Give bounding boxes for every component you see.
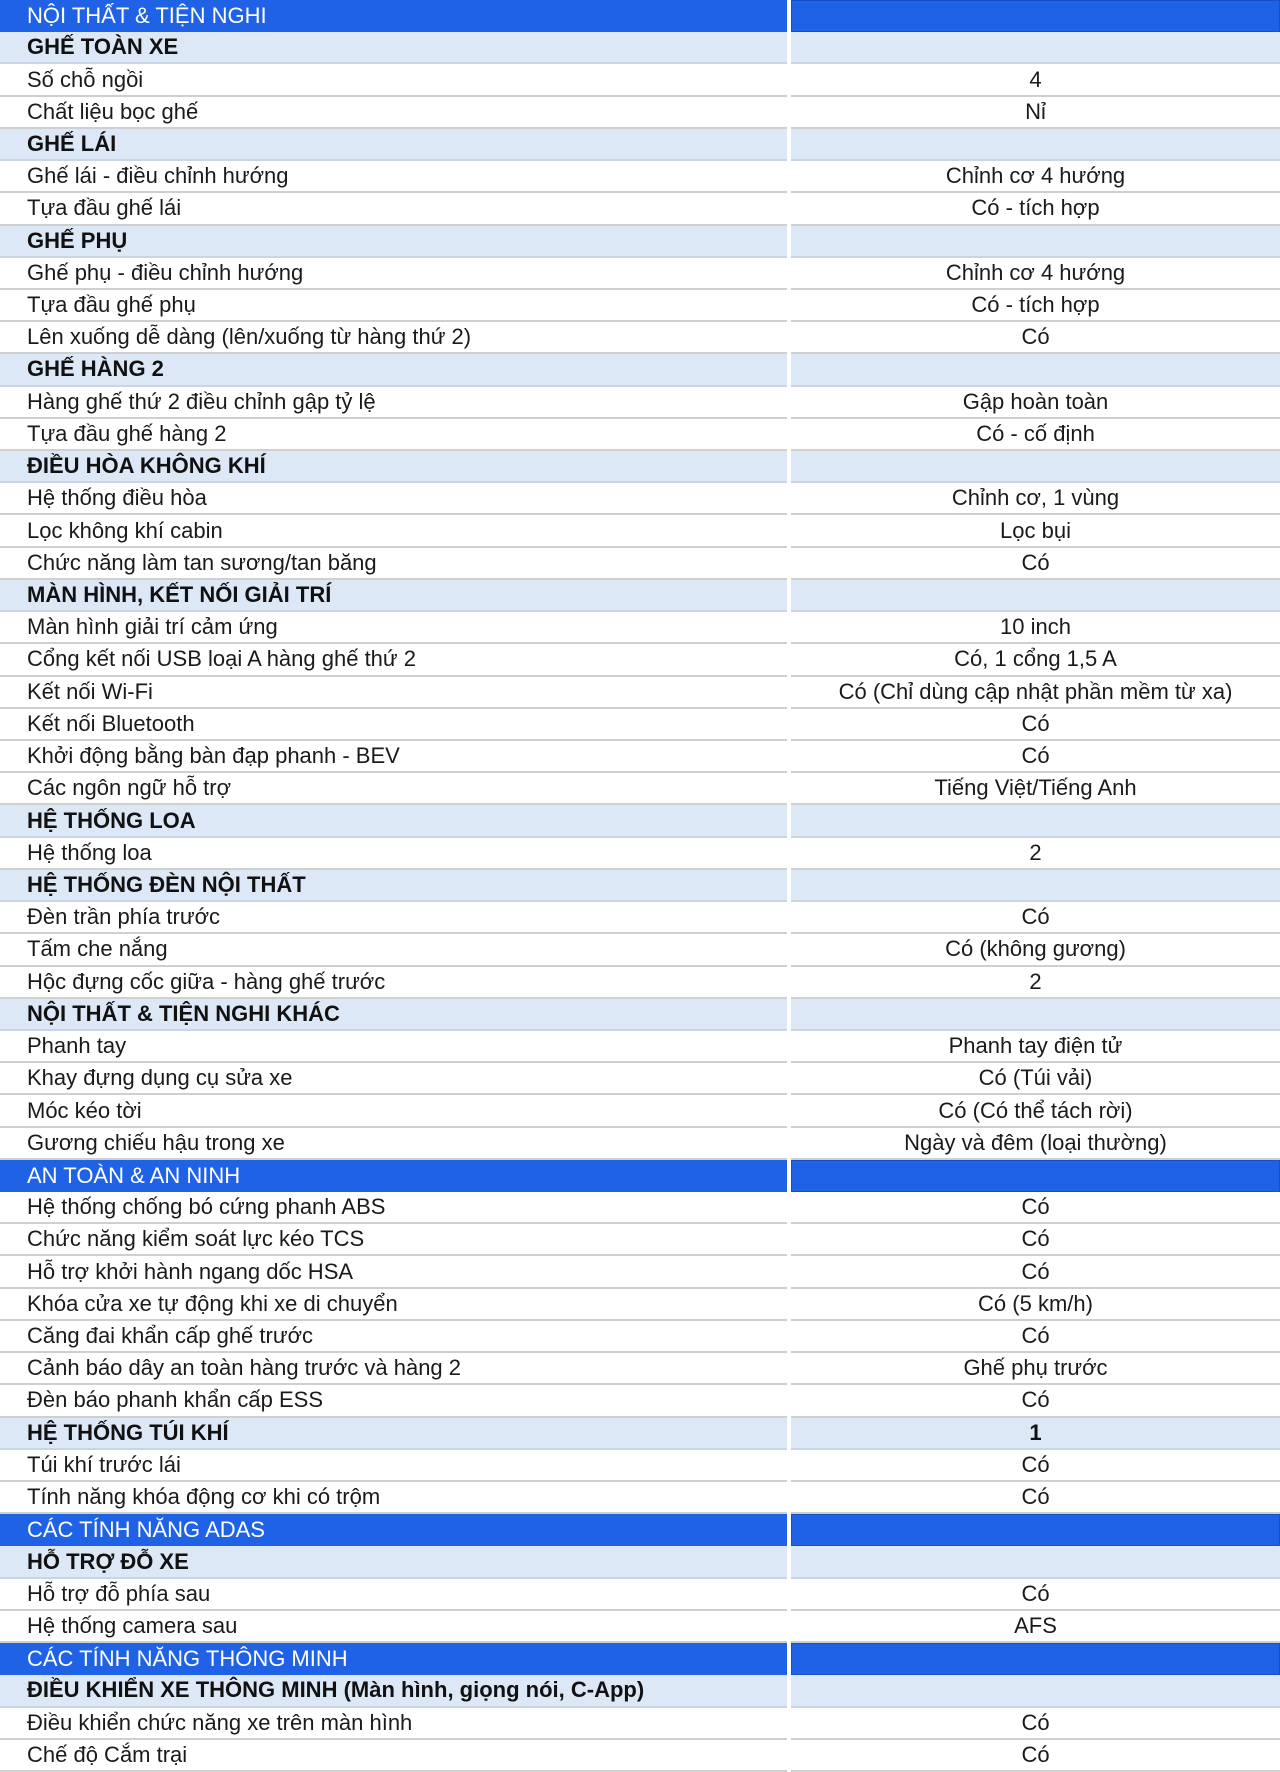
section-header-row bbox=[0, 1643, 1280, 1675]
subsection-header-row bbox=[0, 32, 1280, 64]
spec-row bbox=[0, 967, 1280, 999]
spec-row bbox=[0, 419, 1280, 451]
spec-label: Tấm che nắng bbox=[0, 934, 787, 966]
spec-value: Có - cố định bbox=[791, 419, 1280, 451]
spec-value bbox=[791, 0, 1280, 32]
spec-value: 10 inch bbox=[791, 612, 1280, 644]
spec-label: Móc kéo tời bbox=[0, 1095, 787, 1127]
spec-value bbox=[791, 129, 1280, 161]
spec-row bbox=[0, 1289, 1280, 1321]
spec-row bbox=[0, 64, 1280, 96]
spec-label: Túi khí trước lái bbox=[0, 1450, 787, 1482]
section-header-row bbox=[0, 1160, 1280, 1192]
spec-value bbox=[791, 870, 1280, 902]
spec-value: Chỉnh cơ 4 hướng bbox=[791, 161, 1280, 193]
spec-label: Phanh tay bbox=[0, 1031, 787, 1063]
spec-row bbox=[0, 934, 1280, 966]
spec-row bbox=[0, 1192, 1280, 1224]
spec-row bbox=[0, 1579, 1280, 1611]
header-label: GHẾ HÀNG 2 bbox=[0, 354, 787, 386]
spec-label: Hệ thống chống bó cứng phanh ABS bbox=[0, 1192, 787, 1224]
spec-label: Căng đai khẩn cấp ghế trước bbox=[0, 1321, 787, 1353]
spec-row bbox=[0, 644, 1280, 676]
spec-label: Chức năng làm tan sương/tan băng bbox=[0, 548, 787, 580]
header-label: GHẾ PHỤ bbox=[0, 226, 787, 258]
spec-row bbox=[0, 1708, 1280, 1740]
spec-value bbox=[791, 32, 1280, 64]
header-label: NỘI THẤT & TIỆN NGHI KHÁC bbox=[0, 999, 787, 1031]
spec-value: 4 bbox=[791, 64, 1280, 96]
spec-label: Hệ thống loa bbox=[0, 838, 787, 870]
spec-row bbox=[0, 773, 1280, 805]
section-header-row bbox=[0, 1514, 1280, 1546]
spec-label: Gương chiếu hậu trong xe bbox=[0, 1128, 787, 1160]
spec-row bbox=[0, 1482, 1280, 1514]
spec-label: Hỗ trợ đỗ phía sau bbox=[0, 1579, 787, 1611]
spec-label: Lọc không khí cabin bbox=[0, 515, 787, 547]
spec-row bbox=[0, 483, 1280, 515]
header-label: NỘI THẤT & TIỆN NGHI bbox=[0, 0, 787, 32]
spec-label: Kết nối Wi-Fi bbox=[0, 677, 787, 709]
spec-row bbox=[0, 677, 1280, 709]
spec-label: Chất liệu bọc ghế bbox=[0, 97, 787, 129]
spec-value: Có bbox=[791, 902, 1280, 934]
spec-value: Có bbox=[791, 1708, 1280, 1740]
subsection-header-row bbox=[0, 354, 1280, 386]
spec-label: Khởi động bằng bàn đạp phanh - BEV bbox=[0, 741, 787, 773]
spec-row bbox=[0, 1385, 1280, 1417]
spec-value: Có (Túi vải) bbox=[791, 1063, 1280, 1095]
spec-row bbox=[0, 515, 1280, 547]
spec-value: Có bbox=[791, 548, 1280, 580]
spec-row bbox=[0, 193, 1280, 225]
spec-label: Chế độ Cắm trại bbox=[0, 1740, 787, 1772]
header-label: HỆ THỐNG LOA bbox=[0, 805, 787, 837]
spec-value: 1 bbox=[791, 1418, 1280, 1450]
subsection-header-row bbox=[0, 1675, 1280, 1707]
spec-row bbox=[0, 1095, 1280, 1127]
spec-label: Hệ thống điều hòa bbox=[0, 483, 787, 515]
spec-value bbox=[791, 1675, 1280, 1707]
spec-value: Ghế phụ trước bbox=[791, 1353, 1280, 1385]
spec-row bbox=[0, 709, 1280, 741]
spec-value bbox=[791, 580, 1280, 612]
spec-value: 2 bbox=[791, 967, 1280, 999]
header-label: ĐIỀU KHIỂN XE THÔNG MINH (Màn hình, giọng nói, C-App) bbox=[0, 1675, 787, 1707]
spec-label: Hệ thống camera sau bbox=[0, 1611, 787, 1643]
spec-value: Có (5 km/h) bbox=[791, 1289, 1280, 1321]
spec-value: Có bbox=[791, 1385, 1280, 1417]
spec-label: Màn hình giải trí cảm ứng bbox=[0, 612, 787, 644]
spec-label: Đèn báo phanh khẩn cấp ESS bbox=[0, 1385, 787, 1417]
spec-row bbox=[0, 1031, 1280, 1063]
subsection-header-row bbox=[0, 1546, 1280, 1578]
spec-row bbox=[0, 741, 1280, 773]
spec-label: Tính năng khóa động cơ khi có trộm bbox=[0, 1482, 787, 1514]
spec-label: Cổng kết nối USB loại A hàng ghế thứ 2 bbox=[0, 644, 787, 676]
header-label: CÁC TÍNH NĂNG THÔNG MINH bbox=[0, 1643, 787, 1675]
spec-value bbox=[791, 354, 1280, 386]
spec-value: Gập hoàn toàn bbox=[791, 387, 1280, 419]
spec-value: AFS bbox=[791, 1611, 1280, 1643]
subsection-header-row bbox=[0, 999, 1280, 1031]
spec-value: Ngày và đêm (loại thường) bbox=[791, 1128, 1280, 1160]
spec-value: Có bbox=[791, 1224, 1280, 1256]
header-label: HỖ TRỢ ĐỖ XE bbox=[0, 1546, 787, 1578]
spec-row bbox=[0, 1321, 1280, 1353]
spec-value bbox=[791, 1514, 1280, 1546]
spec-value: Phanh tay điện tử bbox=[791, 1031, 1280, 1063]
spec-label: Hỗ trợ khởi hành ngang dốc HSA bbox=[0, 1257, 787, 1289]
spec-value: Có (không gương) bbox=[791, 934, 1280, 966]
spec-value: Có bbox=[791, 1450, 1280, 1482]
header-label: HỆ THỐNG ĐÈN NỘI THẤT bbox=[0, 870, 787, 902]
subsection-header-row bbox=[0, 580, 1280, 612]
spec-value bbox=[791, 451, 1280, 483]
spec-label: Số chỗ ngồi bbox=[0, 64, 787, 96]
spec-value: Lọc bụi bbox=[791, 515, 1280, 547]
spec-row bbox=[0, 838, 1280, 870]
spec-value: Chỉnh cơ 4 hướng bbox=[791, 258, 1280, 290]
subsection-header-row bbox=[0, 226, 1280, 258]
spec-row bbox=[0, 290, 1280, 322]
spec-row bbox=[0, 1224, 1280, 1256]
spec-value: Có bbox=[791, 1192, 1280, 1224]
spec-row bbox=[0, 1257, 1280, 1289]
spec-label: Tựa đầu ghế phụ bbox=[0, 290, 787, 322]
spec-row bbox=[0, 1128, 1280, 1160]
spec-value bbox=[791, 1160, 1280, 1192]
spec-value bbox=[791, 226, 1280, 258]
spec-value: Có (Có thể tách rời) bbox=[791, 1095, 1280, 1127]
spec-value: Có bbox=[791, 322, 1280, 354]
spec-value: Chỉnh cơ, 1 vùng bbox=[791, 483, 1280, 515]
spec-label: Khay đựng dụng cụ sửa xe bbox=[0, 1063, 787, 1095]
subsection-header-row bbox=[0, 870, 1280, 902]
header-label: GHẾ TOÀN XE bbox=[0, 32, 787, 64]
spec-label: Lên xuống dễ dàng (lên/xuống từ hàng thứ 2) bbox=[0, 322, 787, 354]
spec-value bbox=[791, 999, 1280, 1031]
spec-row bbox=[0, 548, 1280, 580]
spec-row bbox=[0, 902, 1280, 934]
subsection-header-row bbox=[0, 129, 1280, 161]
spec-value: Có bbox=[791, 1321, 1280, 1353]
spec-value: Có (Chỉ dùng cập nhật phần mềm từ xa) bbox=[791, 677, 1280, 709]
subsection-header-row bbox=[0, 1418, 1280, 1450]
spec-label: Kết nối Bluetooth bbox=[0, 709, 787, 741]
header-label: HỆ THỐNG TÚI KHÍ bbox=[0, 1418, 787, 1450]
spec-row bbox=[0, 161, 1280, 193]
spec-value: Có bbox=[791, 741, 1280, 773]
spec-label: Cảnh báo dây an toàn hàng trước và hàng 2 bbox=[0, 1353, 787, 1385]
spec-value: Có bbox=[791, 1257, 1280, 1289]
subsection-header-row bbox=[0, 805, 1280, 837]
spec-value: Có bbox=[791, 1579, 1280, 1611]
section-header-row bbox=[0, 0, 1280, 32]
spec-label: Tựa đầu ghế hàng 2 bbox=[0, 419, 787, 451]
spec-label: Hộc đựng cốc giữa - hàng ghế trước bbox=[0, 967, 787, 999]
spec-value bbox=[791, 1546, 1280, 1578]
header-label: ĐIỀU HÒA KHÔNG KHÍ bbox=[0, 451, 787, 483]
spec-value: Có - tích hợp bbox=[791, 193, 1280, 225]
spec-value bbox=[791, 1643, 1280, 1675]
spec-value: 2 bbox=[791, 838, 1280, 870]
spec-value: Có bbox=[791, 1482, 1280, 1514]
spec-row bbox=[0, 612, 1280, 644]
spec-label: Ghế lái - điều chỉnh hướng bbox=[0, 161, 787, 193]
header-label: GHẾ LÁI bbox=[0, 129, 787, 161]
spec-label: Tựa đầu ghế lái bbox=[0, 193, 787, 225]
header-label: AN TOÀN & AN NINH bbox=[0, 1160, 787, 1192]
spec-value: Có bbox=[791, 709, 1280, 741]
spec-label: Chức năng kiểm soát lực kéo TCS bbox=[0, 1224, 787, 1256]
spec-value: Có - tích hợp bbox=[791, 290, 1280, 322]
spec-row bbox=[0, 322, 1280, 354]
header-label: MÀN HÌNH, KẾT NỐI GIẢI TRÍ bbox=[0, 580, 787, 612]
spec-label: Ghế phụ - điều chỉnh hướng bbox=[0, 258, 787, 290]
spec-row bbox=[0, 97, 1280, 129]
spec-row bbox=[0, 1740, 1280, 1772]
spec-row bbox=[0, 1353, 1280, 1385]
spec-label: Điều khiển chức năng xe trên màn hình bbox=[0, 1708, 787, 1740]
spec-row bbox=[0, 258, 1280, 290]
spec-value bbox=[791, 805, 1280, 837]
spec-row bbox=[0, 1611, 1280, 1643]
spec-label: Các ngôn ngữ hỗ trợ bbox=[0, 773, 787, 805]
header-label: CÁC TÍNH NĂNG ADAS bbox=[0, 1514, 787, 1546]
spec-value: Có bbox=[791, 1740, 1280, 1772]
spec-row bbox=[0, 387, 1280, 419]
spec-value: Có, 1 cổng 1,5 A bbox=[791, 644, 1280, 676]
spec-row bbox=[0, 1063, 1280, 1095]
spec-value: Tiếng Việt/Tiếng Anh bbox=[791, 773, 1280, 805]
spec-row bbox=[0, 1450, 1280, 1482]
spec-label: Đèn trần phía trước bbox=[0, 902, 787, 934]
spec-value: Nỉ bbox=[791, 97, 1280, 129]
subsection-header-row bbox=[0, 451, 1280, 483]
spec-label: Khóa cửa xe tự động khi xe di chuyển bbox=[0, 1289, 787, 1321]
spec-label: Hàng ghế thứ 2 điều chỉnh gập tỷ lệ bbox=[0, 387, 787, 419]
